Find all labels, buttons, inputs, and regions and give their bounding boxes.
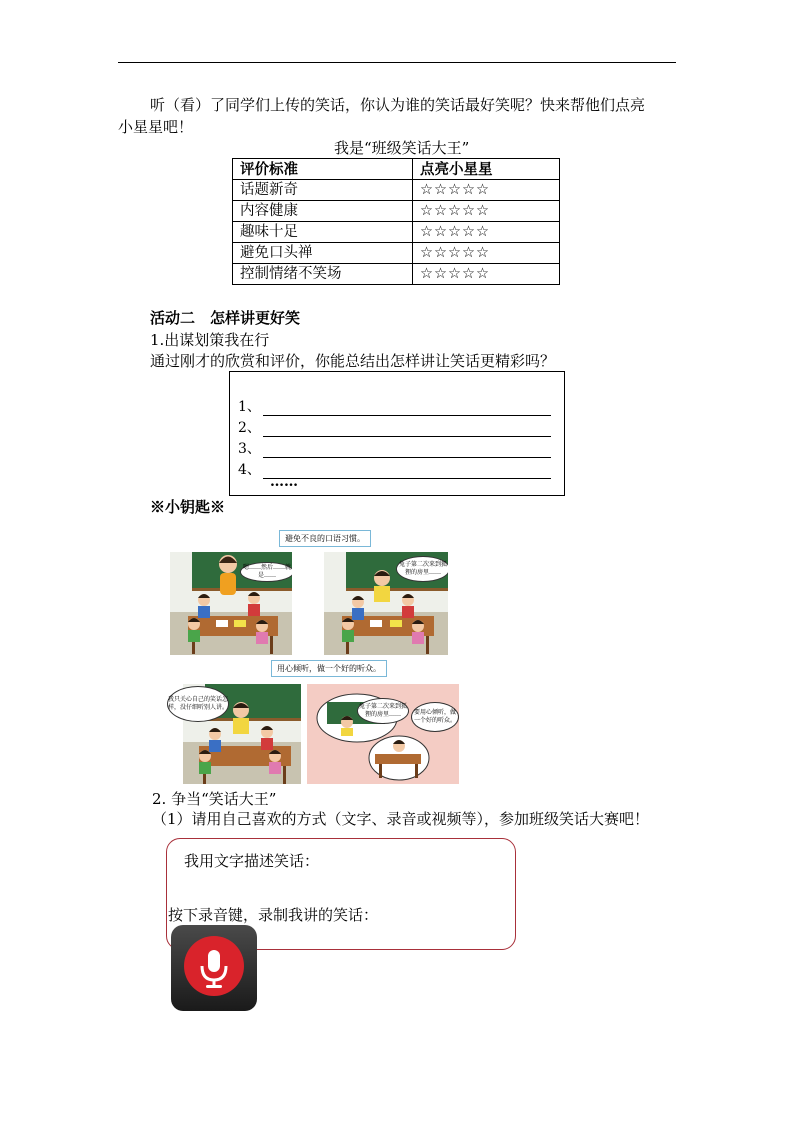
activity-heading: 活动二 怎样讲更好笑	[150, 309, 301, 327]
intro-line-2: 小星星吧！	[118, 118, 194, 136]
ellipsis: ……	[270, 474, 298, 490]
table-row	[233, 180, 560, 201]
table-row	[233, 264, 560, 285]
criteria-cell: 控制情绪不笑场	[233, 264, 413, 285]
table-row	[233, 201, 560, 222]
intro-line-1: 听（看）了同学们上传的笑话，你认为谁的笑话最好笑呢？快来帮他们点亮	[150, 96, 646, 114]
speech-bubble-5: 要用心倾听，做一个好的听众。	[411, 702, 459, 732]
speech-bubble-3: 我只关心自己的笑话怎样，没仔细听别人讲。	[167, 686, 229, 722]
evaluation-table	[232, 158, 560, 285]
header-rule	[118, 62, 676, 63]
tip-label: ※小钥匙※	[150, 498, 226, 516]
record-button[interactable]	[170, 924, 258, 1012]
table-title: 我是“班级笑话大王”	[334, 139, 470, 157]
table-row	[233, 222, 560, 243]
illustration-panel-3	[165, 684, 301, 784]
table-row	[233, 243, 560, 264]
step1-title: 1.出谋划策我在行	[150, 331, 270, 349]
speech-bubble-1: 嗯……然后……就是……	[240, 562, 292, 582]
blank-line-2[interactable]: 2、	[238, 417, 551, 437]
blank-line-1[interactable]: 1、	[238, 396, 551, 416]
stars-cell[interactable]: ☆☆☆☆☆	[413, 222, 560, 243]
header-criteria: 评价标准	[233, 159, 413, 180]
summary-question: 通过刚才的欣赏和评价，你能总结出怎样讲让笑话更精彩吗？	[150, 352, 556, 370]
criteria-cell: 避免口头禅	[233, 243, 413, 264]
step2-subtitle: （1）请用自己喜欢的方式（文字、录音或视频等），参加班级笑话大赛吧！	[152, 810, 650, 828]
record-prompt: 按下录音键，录制我讲的笑话：	[168, 906, 379, 924]
table-header-row	[233, 159, 560, 180]
illustration-panel-1	[170, 552, 292, 655]
stars-cell[interactable]: ☆☆☆☆☆	[413, 201, 560, 222]
illustration-panel-4	[307, 684, 459, 784]
caption-oral-habits: 避免不良的口语习惯。	[279, 530, 371, 547]
text-prompt: 我用文字描述笑话：	[184, 852, 320, 870]
speech-bubble-2: 兔子第二次来到狐狸的房里……	[396, 556, 448, 582]
stars-cell[interactable]: ☆☆☆☆☆	[413, 264, 560, 285]
stars-cell[interactable]: ☆☆☆☆☆	[413, 243, 560, 264]
speech-bubble-4: 兔子第二次来到狐狸的房里……	[357, 698, 409, 724]
step2-heading: 2. 争当“笑话大王”	[152, 790, 277, 808]
header-stars: 点亮小星星	[413, 159, 560, 180]
stars-cell[interactable]: ☆☆☆☆☆	[413, 180, 560, 201]
caption-good-listener: 用心倾听，做一个好的听众。	[271, 660, 387, 677]
blank-line-4[interactable]: 4、	[238, 459, 551, 479]
blank-line-3[interactable]: 3、	[238, 438, 551, 458]
criteria-cell: 趣味十足	[233, 222, 413, 243]
answer-box	[229, 371, 565, 496]
criteria-cell: 内容健康	[233, 201, 413, 222]
illustration-panel-2	[324, 552, 448, 655]
microphone-icon	[170, 924, 258, 1012]
criteria-cell: 话题新奇	[233, 180, 413, 201]
